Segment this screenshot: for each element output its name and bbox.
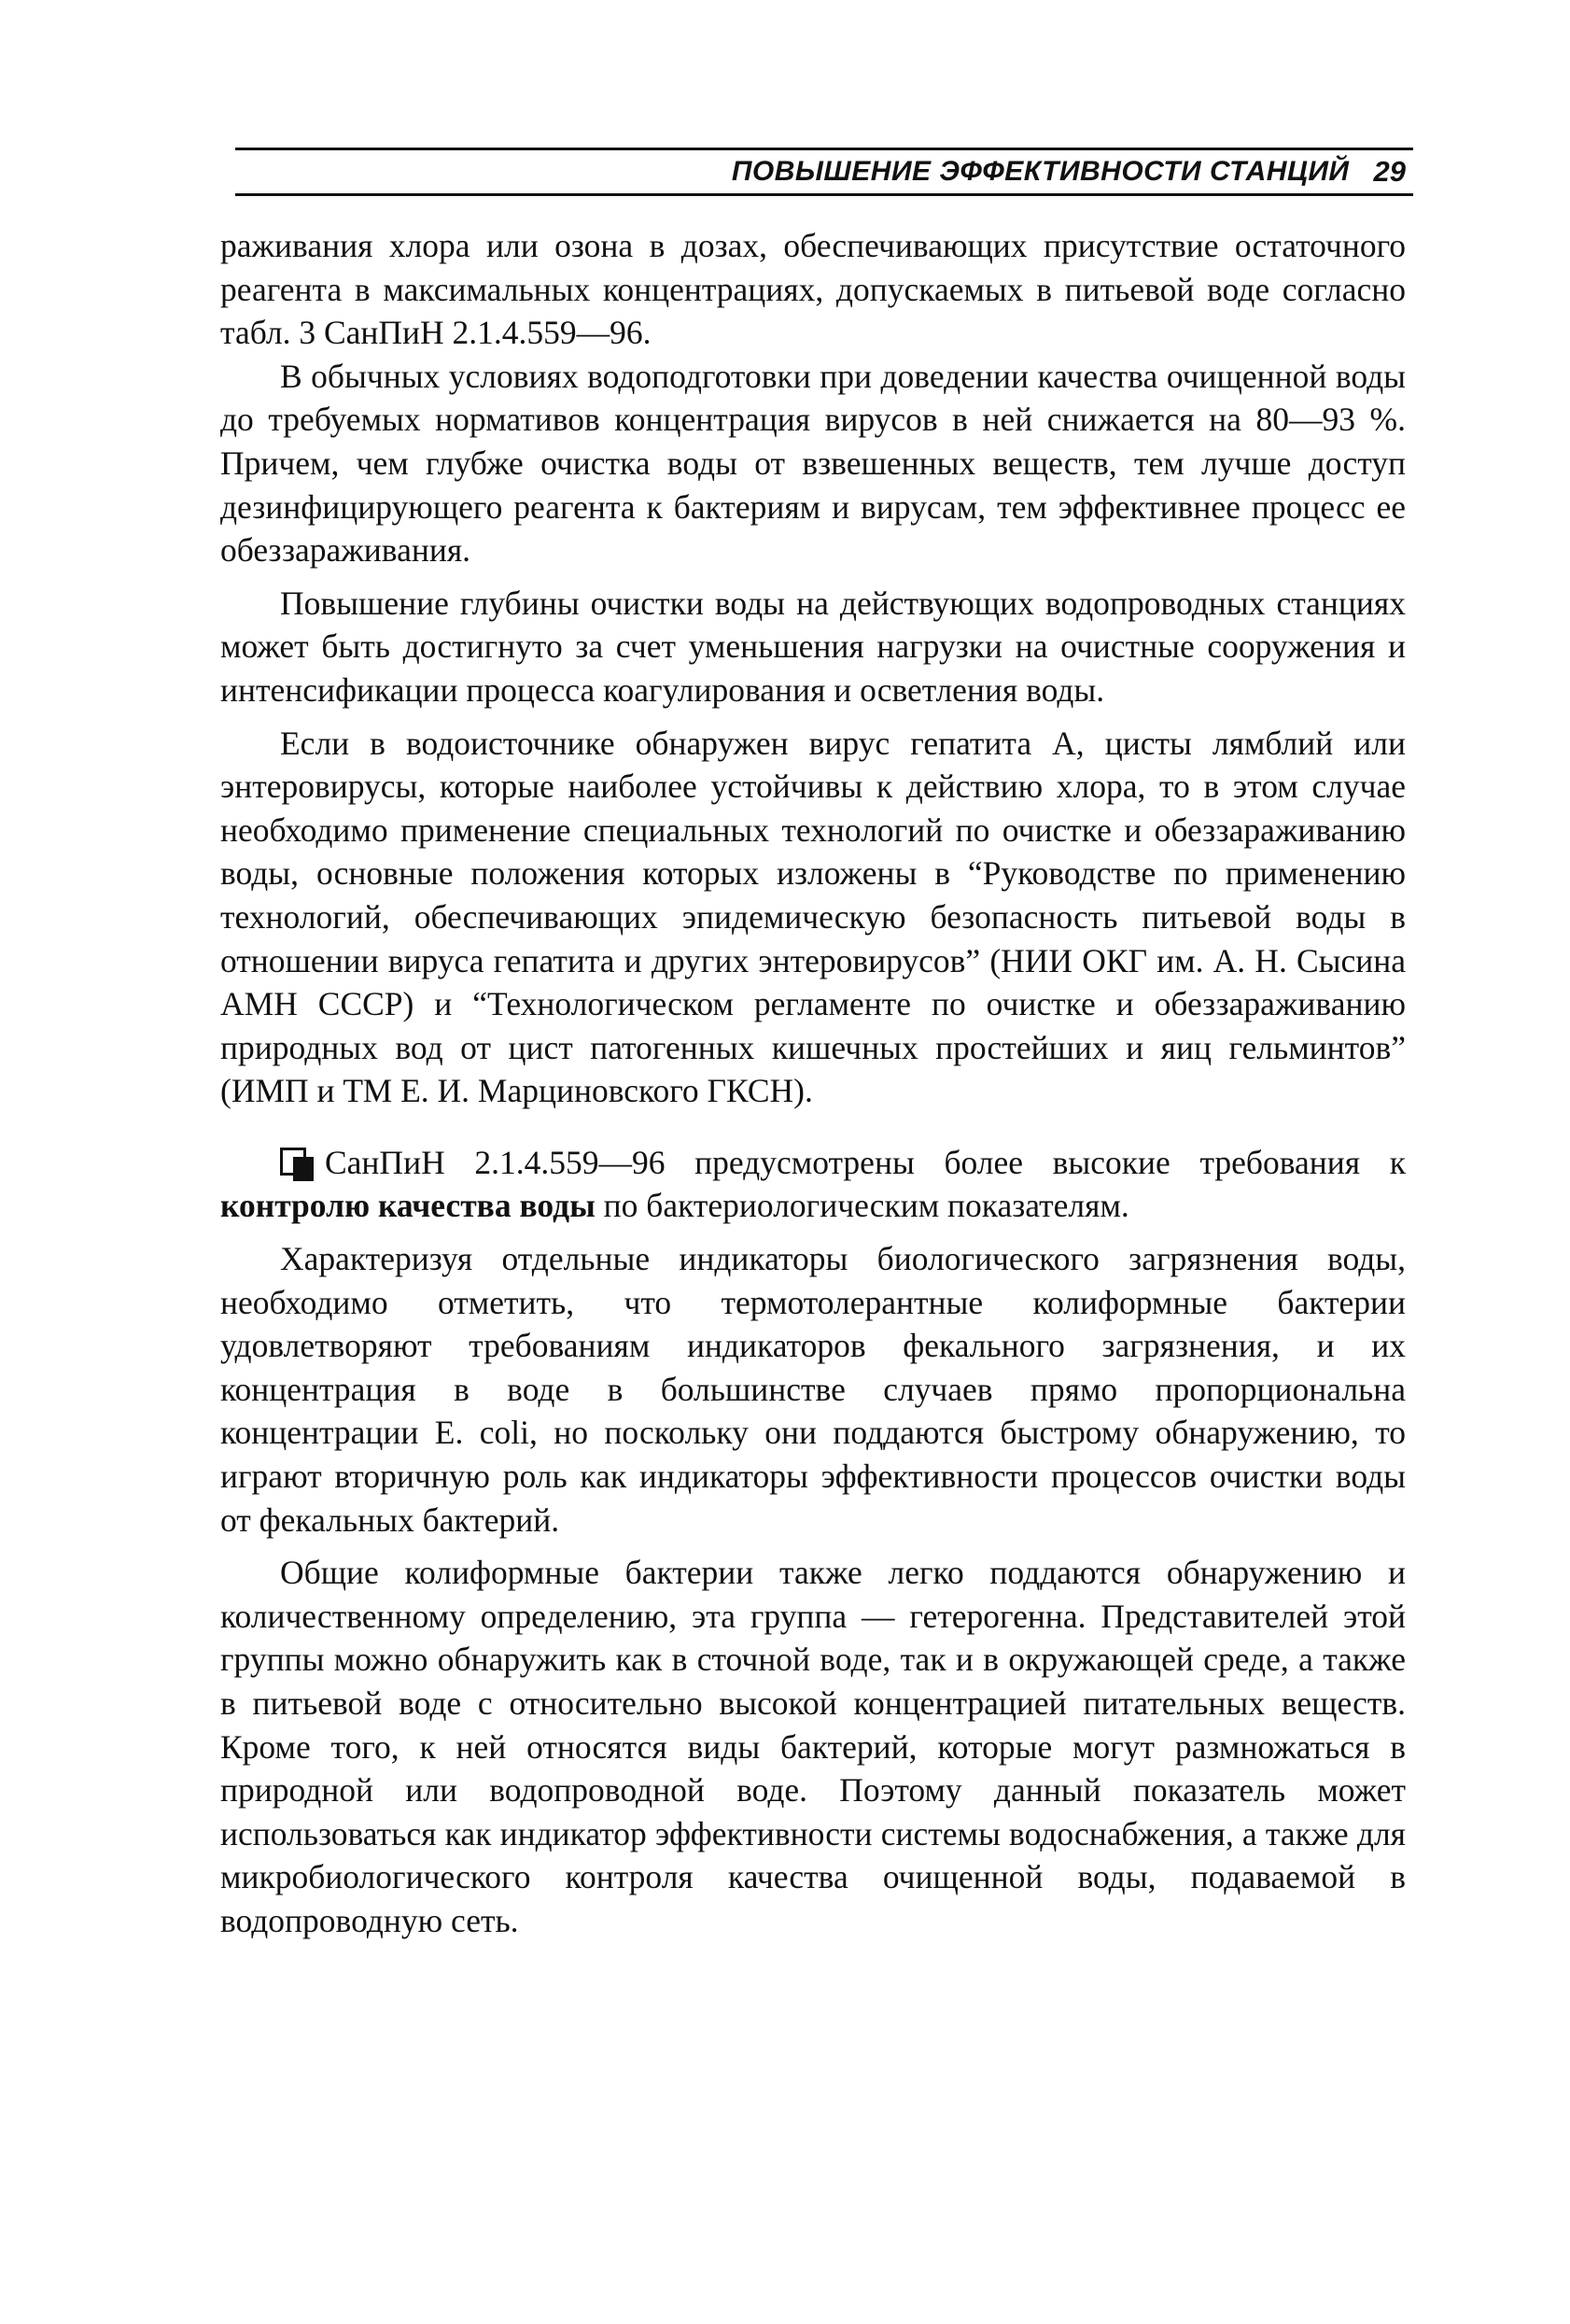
- note-text-after: по бактериологическим показателям.: [595, 1187, 1129, 1225]
- paragraph-3: Повышение глубины очистки воды на действующих водопроводных станциях может быть достигнуто за счет уменьшения нагрузки на очистные сооружения и интенсификации процесса коагулирования и осветления воды.: [220, 584, 1406, 709]
- running-head-title: ПОВЫШЕНИЕ ЭФФЕКТИВНОСТИ СТАНЦИЙ: [731, 156, 1350, 187]
- paragraph-6: Общие колиформные бактерии также легко поддаются обнаружению и количественному определению, эта группа — гетерогенна. Представителей этой группы можно обнаружить как в сточной воде, так и в окружающей среде, а также в питьевой воде с относительно высокой концентрацией питательных веществ. Кроме того, к ней относятся виды бактерий, которые могут размножаться в природной или водопроводной воде. Поэтому данный показатель может использоваться как индикатор эффективности системы водоснабжения, а также для микробиологического контроля качества очищенной воды, подаваемой в водопроводную сеть.: [220, 1554, 1406, 1939]
- note-paragraph: [220, 1141, 1406, 1228]
- paragraph-4: Если в водоисточнике обнаружен вирус гепатита А, цисты лямблий или энтеровирусы, которые наиболее устойчивы к действию хлора, то в этом случае необходимо применение специальных технологий по очистке и обеззараживанию воды, основные положения которых изложены в “Руководстве по применению технологий, обеспечивающих эпидемическую безопасность питьевой воды в отношении вируса гепатита и других энтеровирусов” (НИИ ОКГ им. А. Н. Сысина АМН СССР) и “Технологическом регламенте по очистке и обеззараживанию природных вод от цист патогенных кишечных простейших и яиц гельминтов” (ИМП и ТМ Е. И. Марциновского ГКСН).: [220, 724, 1406, 1110]
- page-number: 29: [1373, 155, 1406, 188]
- body-text: [220, 224, 1406, 1943]
- paragraph-5: Характеризуя отдельные индикаторы биологического загрязнения воды, необходимо отметить, что термотолерантные колиформные бактерии удовлетворяют требованиям индикаторов фекального загрязнения, и их концентрация в воде в большинстве случаев прямо пропорциональна концентрации E. coli, но поскольку они поддаются быстрому обнаружению, то играют вторичную роль как индикаторы эффективности процессов очистки воды от фекальных бактерий.: [220, 1240, 1406, 1539]
- note-text-bold: контролю качества воды: [220, 1187, 596, 1225]
- paragraph-2: В обычных условиях водоподготовки при доведении качества очищенной воды до требуемых нормативов концентрация вирусов в ней снижается на 80—93 %. Причем, чем глубже очистка воды от взвешенных веществ, тем лучше доступ дезинфицирующего реагента к бактериям и вирусам, тем эффективнее процесс ее обеззараживания.: [220, 357, 1406, 570]
- paragraph-1: раживания хлора или озона в дозах, обеспечивающих присутствие остаточного реагента в максимальных концентрациях, допускаемых в питьевой воде согласно табл. 3 СанПиН 2.1.4.559—96.: [220, 227, 1406, 352]
- note-text-before: СанПиН 2.1.4.559—96 предусмотрены более высокие требования к: [325, 1143, 1406, 1181]
- running-header: [235, 148, 1413, 196]
- note-icon: [280, 1148, 306, 1176]
